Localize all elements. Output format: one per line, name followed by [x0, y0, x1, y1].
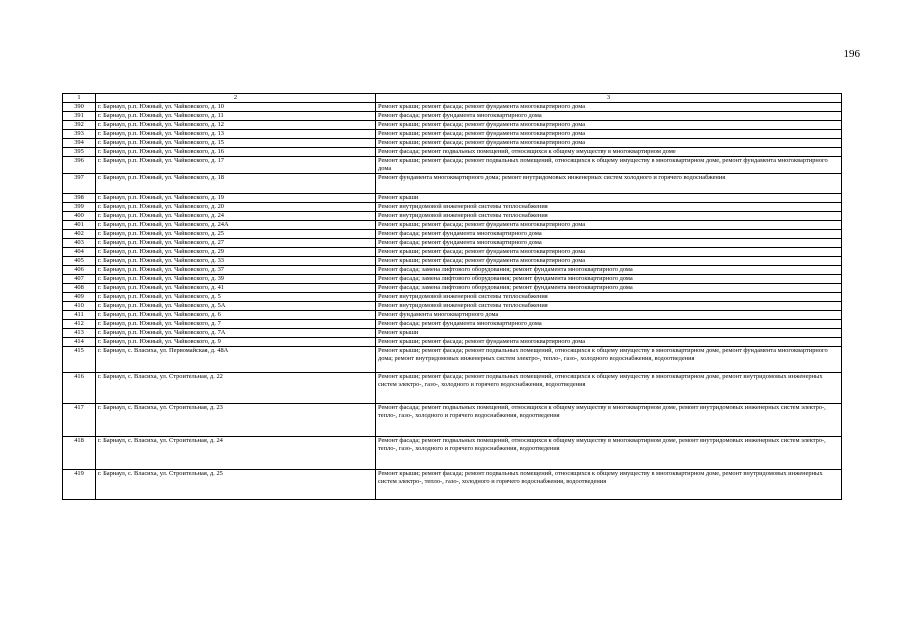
row-number: 400 — [63, 211, 96, 220]
row-address: г. Барнаул, р.п. Южный, ул. Чайковского, д. 20 — [96, 202, 376, 211]
row-address: г. Барнаул, р.п. Южный, ул. Чайковского, д. 5 — [96, 292, 376, 301]
row-address: г. Барнаул, р.п. Южный, ул. Чайковского, д. 16 — [96, 147, 376, 156]
table-row — [63, 138, 842, 147]
row-number: 401 — [63, 220, 96, 229]
row-number: 408 — [63, 283, 96, 292]
row-works: Ремонт крыши; ремонт фасада; ремонт фундамента многоквартирного дома — [376, 129, 842, 138]
table-row — [63, 147, 842, 156]
row-number: 402 — [63, 229, 96, 238]
row-address: г. Барнаул, р.п. Южный, ул. Чайковского, д. 7А — [96, 328, 376, 337]
row-works: Ремонт крыши; ремонт фасада; ремонт фундамента многоквартирного дома — [376, 220, 842, 229]
works-table — [62, 93, 842, 500]
row-works: Ремонт крыши; ремонт фасада; ремонт подвальных помещений, относящихся к общему имуществу в многоквартирном доме, ремонт внутридомовых инженерных систем электро-, газо-, холодного и горячего водоснабжения, водоотведения — [376, 372, 842, 403]
table-row — [63, 469, 842, 499]
row-works: Ремонт фасада; ремонт фундамента многоквартирного дома — [376, 111, 842, 120]
row-address: г. Барнаул, с. Власиха, ул. Строительная, д. 24 — [96, 436, 376, 469]
row-number: 407 — [63, 274, 96, 283]
row-works: Ремонт внутридомовой инженерной системы теплоснабжения — [376, 211, 842, 220]
row-number: 410 — [63, 301, 96, 310]
table-row — [63, 337, 842, 346]
row-number: 419 — [63, 469, 96, 499]
header-col-number: 1 — [63, 94, 96, 103]
table-row — [63, 129, 842, 138]
row-works: Ремонт крыши; ремонт фасада; ремонт подвальных помещений, относящихся к общему имуществу в многоквартирном доме, ремонт фундамента многоквартирного дома — [376, 156, 842, 173]
row-number: 396 — [63, 156, 96, 173]
row-works: Ремонт крыши; ремонт фасада; ремонт фундамента многоквартирного дома — [376, 102, 842, 111]
row-address: г. Барнаул, р.п. Южный, ул. Чайковского, д. 9 — [96, 337, 376, 346]
row-works: Ремонт крыши — [376, 328, 842, 337]
row-works: Ремонт крыши — [376, 193, 842, 202]
row-address: г. Барнаул, р.п. Южный, ул. Чайковского, д. 37 — [96, 265, 376, 274]
row-address: г. Барнаул, р.п. Южный, ул. Чайковского, д. 29 — [96, 247, 376, 256]
row-works: Ремонт фасада; замена лифтового оборудования; ремонт фундамента многоквартирного дома — [376, 283, 842, 292]
row-number: 398 — [63, 193, 96, 202]
header-col-works: 3 — [376, 94, 842, 103]
table-row — [63, 238, 842, 247]
table-row — [63, 156, 842, 173]
table-row — [63, 202, 842, 211]
row-address: г. Барнаул, р.п. Южный, ул. Чайковского, д. 41 — [96, 283, 376, 292]
row-number: 393 — [63, 129, 96, 138]
row-works: Ремонт крыши; ремонт фасада; ремонт подвальных помещений, относящихся к общему имуществу в многоквартирном доме, ремонт фундамента многоквартирного дома; ремонт внутридомовых инженерных систем электро-, тепло-, газо-, холодного водоснабжения, водоотведения — [376, 346, 842, 372]
row-number: 391 — [63, 111, 96, 120]
table-row — [63, 346, 842, 372]
row-works: Ремонт внутридомовой инженерной системы теплоснабжения — [376, 301, 842, 310]
table-row — [63, 102, 842, 111]
row-address: г. Барнаул, р.п. Южный, ул. Чайковского, д. 13 — [96, 129, 376, 138]
row-number: 412 — [63, 319, 96, 328]
row-number: 414 — [63, 337, 96, 346]
row-address: г. Барнаул, р.п. Южный, ул. Чайковского, д. 17 — [96, 156, 376, 173]
row-number: 394 — [63, 138, 96, 147]
row-number: 399 — [63, 202, 96, 211]
table-row — [63, 403, 842, 436]
row-works: Ремонт крыши; ремонт фасада; ремонт фундамента многоквартирного дома — [376, 138, 842, 147]
row-number: 418 — [63, 436, 96, 469]
row-address: г. Барнаул, р.п. Южный, ул. Чайковского, д. 33 — [96, 256, 376, 265]
table-row — [63, 310, 842, 319]
table-row — [63, 274, 842, 283]
table-row — [63, 193, 842, 202]
row-number: 411 — [63, 310, 96, 319]
table-row — [63, 319, 842, 328]
table-row — [63, 283, 842, 292]
row-number: 415 — [63, 346, 96, 372]
row-address: г. Барнаул, р.п. Южный, ул. Чайковского, д. 7 — [96, 319, 376, 328]
header-row — [63, 94, 842, 103]
table-row — [63, 328, 842, 337]
row-number: 405 — [63, 256, 96, 265]
row-works: Ремонт внутридомовой инженерной системы теплоснабжения — [376, 292, 842, 301]
table-row — [63, 111, 842, 120]
row-address: г. Барнаул, с. Власиха, ул. Первомайская, д. 48А — [96, 346, 376, 372]
table-row — [63, 211, 842, 220]
row-address: г. Барнаул, р.п. Южный, ул. Чайковского, д. 18 — [96, 173, 376, 193]
row-number: 416 — [63, 372, 96, 403]
table-row — [63, 301, 842, 310]
table-row — [63, 436, 842, 469]
row-address: г. Барнаул, р.п. Южный, ул. Чайковского, д. 10 — [96, 102, 376, 111]
row-works: Ремонт крыши; ремонт фасада; ремонт фундамента многоквартирного дома — [376, 247, 842, 256]
table-row — [63, 247, 842, 256]
row-works: Ремонт фасада; ремонт фундамента многоквартирного дома — [376, 238, 842, 247]
table-row — [63, 292, 842, 301]
table-row — [63, 265, 842, 274]
row-address: г. Барнаул, р.п. Южный, ул. Чайковского, д. 24А — [96, 220, 376, 229]
row-works: Ремонт фундамента многоквартирного дома — [376, 310, 842, 319]
header-col-address: 2 — [96, 94, 376, 103]
row-address: г. Барнаул, р.п. Южный, ул. Чайковского, д. 12 — [96, 120, 376, 129]
row-address: г. Барнаул, р.п. Южный, ул. Чайковского, д. 24 — [96, 211, 376, 220]
row-works: Ремонт внутридомовой инженерной системы теплоснабжения — [376, 202, 842, 211]
row-number: 413 — [63, 328, 96, 337]
row-number: 395 — [63, 147, 96, 156]
row-works: Ремонт фасада; ремонт подвальных помещений, относящихся к общему имуществу в многоквартирном доме, ремонт внутридомовых инженерных систем электро-, тепло-, газо-, холодного и горячего водоснабжения, водоотведения — [376, 436, 842, 469]
row-works: Ремонт фундамента многоквартирного дома; ремонт внутридомовых инженерных систем холодного и горячего водоснабжения — [376, 173, 842, 193]
row-works: Ремонт крыши; ремонт фасада; ремонт подвальных помещений, относящихся к общему имуществу в многоквартирном доме, ремонт внутридомовых инженерных систем электро-, тепло-, газо-, холодного и горячего водоснабжения, водоотведения — [376, 469, 842, 499]
row-number: 392 — [63, 120, 96, 129]
row-address: г. Барнаул, р.п. Южный, ул. Чайковского, д. 15 — [96, 138, 376, 147]
row-address: г. Барнаул, р.п. Южный, ул. Чайковского, д. 5А — [96, 301, 376, 310]
row-address: г. Барнаул, с. Власиха, ул. Строительная, д. 25 — [96, 469, 376, 499]
row-address: г. Барнаул, с. Власиха, ул. Строительная, д. 22 — [96, 372, 376, 403]
row-works: Ремонт фасада; ремонт подвальных помещений, относящихся к общему имуществу в многоквартирном доме, ремонт внутридомовых инженерных систем электро-, тепло-, газо-, холодного и горячего водоснабжения, водоотведения — [376, 403, 842, 436]
row-address: г. Барнаул, р.п. Южный, ул. Чайковского, д. 25 — [96, 229, 376, 238]
row-number: 390 — [63, 102, 96, 111]
row-number: 397 — [63, 173, 96, 193]
row-works: Ремонт фасада; ремонт фундамента многоквартирного дома — [376, 229, 842, 238]
row-number: 406 — [63, 265, 96, 274]
row-works: Ремонт фасада; замена лифтового оборудования; ремонт фундамента многоквартирного дома — [376, 265, 842, 274]
table-row — [63, 173, 842, 193]
row-works: Ремонт фасада; ремонт фундамента многоквартирного дома — [376, 319, 842, 328]
table-row — [63, 372, 842, 403]
table-row — [63, 229, 842, 238]
row-address: г. Барнаул, р.п. Южный, ул. Чайковского, д. 11 — [96, 111, 376, 120]
row-number: 404 — [63, 247, 96, 256]
row-number: 409 — [63, 292, 96, 301]
row-address: г. Барнаул, р.п. Южный, ул. Чайковского, д. 6 — [96, 310, 376, 319]
page-number: 196 — [843, 48, 860, 60]
row-works: Ремонт крыши; ремонт фасада; ремонт фундамента многоквартирного дома — [376, 256, 842, 265]
row-works: Ремонт крыши; ремонт фасада; ремонт фундамента многоквартирного дома — [376, 120, 842, 129]
table-row — [63, 120, 842, 129]
row-number: 417 — [63, 403, 96, 436]
row-address: г. Барнаул, с. Власиха, ул. Строительная, д. 23 — [96, 403, 376, 436]
row-address: г. Барнаул, р.п. Южный, ул. Чайковского, д. 19 — [96, 193, 376, 202]
table-row — [63, 256, 842, 265]
row-number: 403 — [63, 238, 96, 247]
table-row — [63, 220, 842, 229]
row-works: Ремонт фасада; ремонт подвальных помещений, относящихся к общему имуществу в многоквартирном доме — [376, 147, 842, 156]
row-works: Ремонт фасада; замена лифтового оборудования; ремонт фундамента многоквартирного дома — [376, 274, 842, 283]
row-works: Ремонт крыши; ремонт фасада; ремонт фундамента многоквартирного дома — [376, 337, 842, 346]
row-address: г. Барнаул, р.п. Южный, ул. Чайковского, д. 39 — [96, 274, 376, 283]
row-address: г. Барнаул, р.п. Южный, ул. Чайковского, д. 27 — [96, 238, 376, 247]
